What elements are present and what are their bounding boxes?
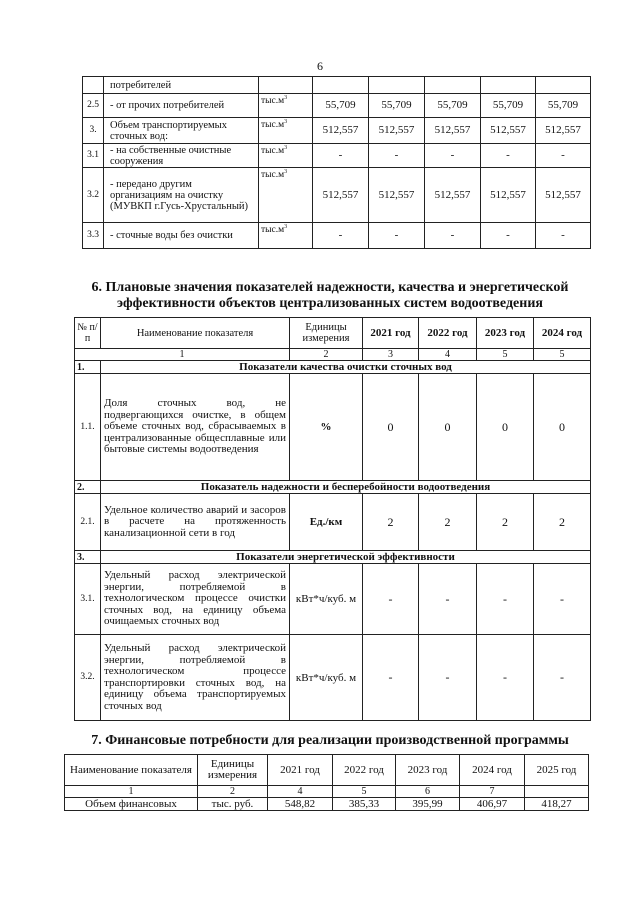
header-year: 2021 год — [268, 755, 333, 786]
unit-cell — [259, 223, 313, 249]
value-cell — [369, 77, 425, 94]
unit-cell — [259, 77, 313, 94]
value-cell: 385,33 — [333, 798, 396, 811]
index-cell: 1 — [65, 786, 198, 798]
header-year: 2022 год — [333, 755, 396, 786]
value-cell: 406,97 — [460, 798, 525, 811]
unit-cell: тыс. руб. — [198, 798, 268, 811]
value-cell: - — [369, 144, 425, 168]
value-cell — [425, 77, 481, 94]
unit-superscript: 3 — [284, 94, 288, 101]
row-number: 3.1 — [83, 144, 104, 168]
value-cell: - — [425, 223, 481, 249]
value-cell: 2 — [363, 494, 419, 551]
index-cell: 2 — [198, 786, 268, 798]
value-cell: 512,557 — [369, 168, 425, 223]
value-cell: 55,709 — [481, 94, 536, 118]
indicator-row — [75, 374, 591, 481]
index-cell: 5 — [333, 786, 396, 798]
value-cell: - — [477, 635, 534, 721]
unit-cell: кВт*ч/куб. м — [290, 564, 363, 635]
unit-superscript: 3 — [284, 144, 288, 151]
header-year: 2024 год — [460, 755, 525, 786]
value-cell: 55,709 — [313, 94, 369, 118]
unit-label: тыс.м — [261, 146, 285, 156]
section-6-title-line2: эффективности объектов централизованных систем водоотведения — [117, 296, 543, 311]
indicator-name: Объем финансовых — [65, 798, 198, 811]
header-num: № п/п — [75, 318, 101, 349]
value-cell: - — [477, 564, 534, 635]
header-unit: Единицы измерения — [198, 755, 268, 786]
index-row — [75, 349, 591, 361]
header-row — [65, 755, 589, 786]
index-cell: 6 — [396, 786, 460, 798]
row-number: 3.2. — [75, 635, 101, 721]
index-cell: 2 — [290, 349, 363, 361]
row-number: 3.3 — [83, 223, 104, 249]
value-cell: - — [313, 223, 369, 249]
indicator-row — [75, 564, 591, 635]
group-header-row — [75, 551, 591, 564]
indicator-name: Удельный расход электрической энергии, потребляемой в технологическом процессе транспортировки сточных вод, на единицу объема транспортируемых сточных вод — [101, 635, 290, 721]
indicator-name: - на собственные очистные сооружения — [104, 144, 259, 168]
value-cell — [536, 77, 591, 94]
value-cell: 2 — [419, 494, 477, 551]
unit-label: тыс.м — [261, 120, 285, 130]
row-number — [83, 77, 104, 94]
value-cell: - — [534, 564, 591, 635]
value-cell: 512,557 — [536, 118, 591, 144]
unit-cell — [259, 94, 313, 118]
unit-superscript: 3 — [284, 118, 288, 125]
volume-table — [82, 76, 591, 249]
indicators-table — [74, 317, 591, 721]
table-row — [65, 798, 589, 811]
value-cell: 548,82 — [268, 798, 333, 811]
indicator-name: потребителей — [104, 77, 259, 94]
group-title: Показатель надежности и бесперебойности водоотведения — [101, 481, 591, 494]
value-cell: - — [369, 223, 425, 249]
group-title: Показатели энергетической эффективности — [101, 551, 591, 564]
value-cell — [481, 77, 536, 94]
index-cell — [525, 786, 589, 798]
value-cell: 512,557 — [481, 168, 536, 223]
table-row — [83, 118, 591, 144]
value-cell: 512,557 — [369, 118, 425, 144]
unit-label: тыс.м — [261, 96, 285, 106]
table-row — [83, 168, 591, 223]
header-name: Наименование показателя — [65, 755, 198, 786]
value-cell: 55,709 — [369, 94, 425, 118]
unit-superscript: 3 — [284, 223, 288, 230]
indicator-name: - передано другим организациям на очистку (МУВКП г.Гусь-Хрустальный) — [104, 168, 259, 223]
indicator-name: Удельное количество аварий и засоров в расчете на протяженность канализационной сети в год — [101, 494, 290, 551]
table-row — [83, 77, 591, 94]
finance-table — [64, 754, 589, 811]
group-header-row — [75, 361, 591, 374]
section-6-title-line1: 6. Плановые значения показателей надежности, качества и энергетической — [91, 280, 569, 295]
row-number: 1.1. — [75, 374, 101, 481]
value-cell: 0 — [534, 374, 591, 481]
index-cell: 3 — [363, 349, 419, 361]
header-year: 2024 год — [534, 318, 591, 349]
value-cell: 0 — [363, 374, 419, 481]
value-cell: - — [481, 223, 536, 249]
value-cell: 512,557 — [481, 118, 536, 144]
indicator-row — [75, 494, 591, 551]
unit-cell: кВт*ч/куб. м — [290, 635, 363, 721]
row-number: 2.5 — [83, 94, 104, 118]
row-number: 3.1. — [75, 564, 101, 635]
value-cell: 418,27 — [525, 798, 589, 811]
value-cell: 2 — [477, 494, 534, 551]
value-cell: 0 — [419, 374, 477, 481]
value-cell: - — [481, 144, 536, 168]
value-cell: 2 — [534, 494, 591, 551]
value-cell: 395,99 — [396, 798, 460, 811]
value-cell: 512,557 — [425, 168, 481, 223]
table-row — [83, 94, 591, 118]
group-number: 1. — [75, 361, 101, 374]
value-cell: - — [363, 564, 419, 635]
value-cell: - — [536, 223, 591, 249]
index-cell: 1 — [75, 349, 290, 361]
value-cell: 512,557 — [313, 118, 369, 144]
indicator-name: Объем транспортируемых сточных вод: — [104, 118, 259, 144]
header-year: 2023 год — [477, 318, 534, 349]
value-cell: - — [313, 144, 369, 168]
indicator-name: - сточные воды без очистки — [104, 223, 259, 249]
group-title: Показатели качества очистки сточных вод — [101, 361, 591, 374]
value-cell: 0 — [477, 374, 534, 481]
table-row — [83, 144, 591, 168]
indicator-name: Удельный расход электрической энергии, потребляемой в технологическом процессе очистки сточных вод, на единицу объема очищаемых сточных вод — [101, 564, 290, 635]
group-header-row — [75, 481, 591, 494]
unit-cell: Ед./км — [290, 494, 363, 551]
value-cell: - — [425, 144, 481, 168]
page-number: 6 — [317, 59, 323, 73]
index-cell: 4 — [419, 349, 477, 361]
indicator-name: - от прочих потребителей — [104, 94, 259, 118]
value-cell: 512,557 — [425, 118, 481, 144]
header-unit: Единицы измерения — [290, 318, 363, 349]
unit-cell — [259, 144, 313, 168]
header-row — [75, 318, 591, 349]
unit-superscript: 3 — [284, 168, 288, 175]
row-number: 2.1. — [75, 494, 101, 551]
value-cell: - — [419, 635, 477, 721]
index-cell: 7 — [460, 786, 525, 798]
section-7-title: 7. Финансовые потребности для реализации производственной программы — [91, 733, 569, 748]
index-cell: 5 — [477, 349, 534, 361]
value-cell — [313, 77, 369, 94]
header-year: 2021 год — [363, 318, 419, 349]
index-cell: 5 — [534, 349, 591, 361]
row-number: 3.2 — [83, 168, 104, 223]
value-cell: 55,709 — [536, 94, 591, 118]
header-name: Наименование показателя — [101, 318, 290, 349]
value-cell: 512,557 — [313, 168, 369, 223]
header-year: 2023 год — [396, 755, 460, 786]
unit-cell — [259, 168, 313, 223]
section-6-title — [60, 280, 600, 312]
header-year: 2025 год — [525, 755, 589, 786]
header-year: 2022 год — [419, 318, 477, 349]
unit-label: тыс.м — [261, 225, 285, 235]
unit-label: тыс.м — [261, 170, 285, 180]
group-number: 2. — [75, 481, 101, 494]
table-row — [83, 223, 591, 249]
value-cell: - — [534, 635, 591, 721]
row-number: 3. — [83, 118, 104, 144]
unit-cell: % — [290, 374, 363, 481]
value-cell: - — [536, 144, 591, 168]
value-cell: 512,557 — [536, 168, 591, 223]
indicator-name: Доля сточных вод, не подвергающихся очистке, в общем объеме сточных вод, сбрасываемых в централизованные общесплавные или бытовые системы водоотведения — [101, 374, 290, 481]
unit-cell — [259, 118, 313, 144]
value-cell: - — [419, 564, 477, 635]
indicator-row — [75, 635, 591, 721]
index-row — [65, 786, 589, 798]
value-cell: 55,709 — [425, 94, 481, 118]
group-number: 3. — [75, 551, 101, 564]
index-cell: 4 — [268, 786, 333, 798]
value-cell: - — [363, 635, 419, 721]
